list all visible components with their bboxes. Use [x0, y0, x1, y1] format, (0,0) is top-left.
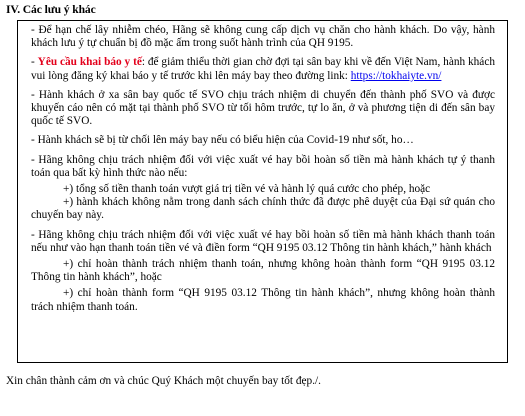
note-blanket: - Để hạn chế lây nhiễm chéo, Hãng sẽ không cung cấp dịch vụ chăn cho hành khách. Do vậy, hành khách lưu ý tự chuẩn bị đồ mặc ấm trong suốt hành trình của QH 9195.	[31, 24, 495, 50]
note-svo-travel: - Hành khách ở xa sân bay quốc tế SVO chịu trách nhiệm di chuyển đến thành phố SVO và được khuyến cáo nên có mặt tại thành phố SVO từ tối hôm trước, tự lo ăn, ở và phương tiện di đến sân bay quốc tế SVO.	[31, 88, 495, 128]
form-payment-condition-1: +) chỉ hoàn thành trách nhiệm thanh toán, nhưng không hoàn thành form “QH 9195 03.12 Thông tin hành khách”, hoặc	[31, 258, 495, 284]
form-payment-condition-2: +) chỉ hoàn thành form “QH 9195 03.12 Thông tin hành khách”, nhưng không hoàn thành trách nhiệm thanh toán.	[31, 287, 495, 313]
note-self-payment: - Hãng không chịu trách nhiệm đối với việc xuất vé hay bồi hoàn số tiền mà hành khách tự ý thanh toán qua bất kỳ hình thức nào nếu:	[31, 153, 495, 179]
note-dash: -	[31, 56, 38, 69]
note-health-declaration	[31, 56, 495, 82]
section-heading: IV. Các lưu ý khác	[6, 3, 96, 16]
note-form-payment: - Hãng không chịu trách nhiệm đối với việc xuất vé hay bồi hoàn số tiền mà hành khách thanh toán nếu như vào hạn thanh toán tiền vé và điền form “QH 9195 03.12 Thông tin hành khách,” hành khách	[31, 228, 495, 254]
closing-note: Xin chân thành cảm ơn và chúc Quý Khách một chuyến bay tốt đẹp./.	[6, 375, 321, 387]
self-payment-condition-1: +) tổng số tiền thanh toán vượt giá trị tiền vé và hành lý quá cước cho phép, hoặc	[63, 183, 431, 196]
notes-content	[31, 24, 495, 314]
health-declaration-text: : để giảm thiểu thời gian chờ đợi tại sân bay khi về đến Việt Nam, hành khách vui lòng đăng ký khai báo y tế trước khi lên máy bay theo đường link:	[31, 56, 495, 82]
self-payment-condition-2: +) hành khách không nằm trong danh sách chính thức đã được phê duyệt của Đại sứ quán cho chuyến bay này.	[31, 196, 495, 222]
health-declaration-link[interactable]: https://tokhaiyte.vn/	[350, 69, 442, 82]
note-covid-symptoms: - Hành khách sẽ bị từ chối lên máy bay nếu có biểu hiện của Covid-19 như sốt, ho…	[31, 134, 414, 147]
health-declaration-label: Yêu cầu khai báo y tế	[37, 56, 142, 69]
